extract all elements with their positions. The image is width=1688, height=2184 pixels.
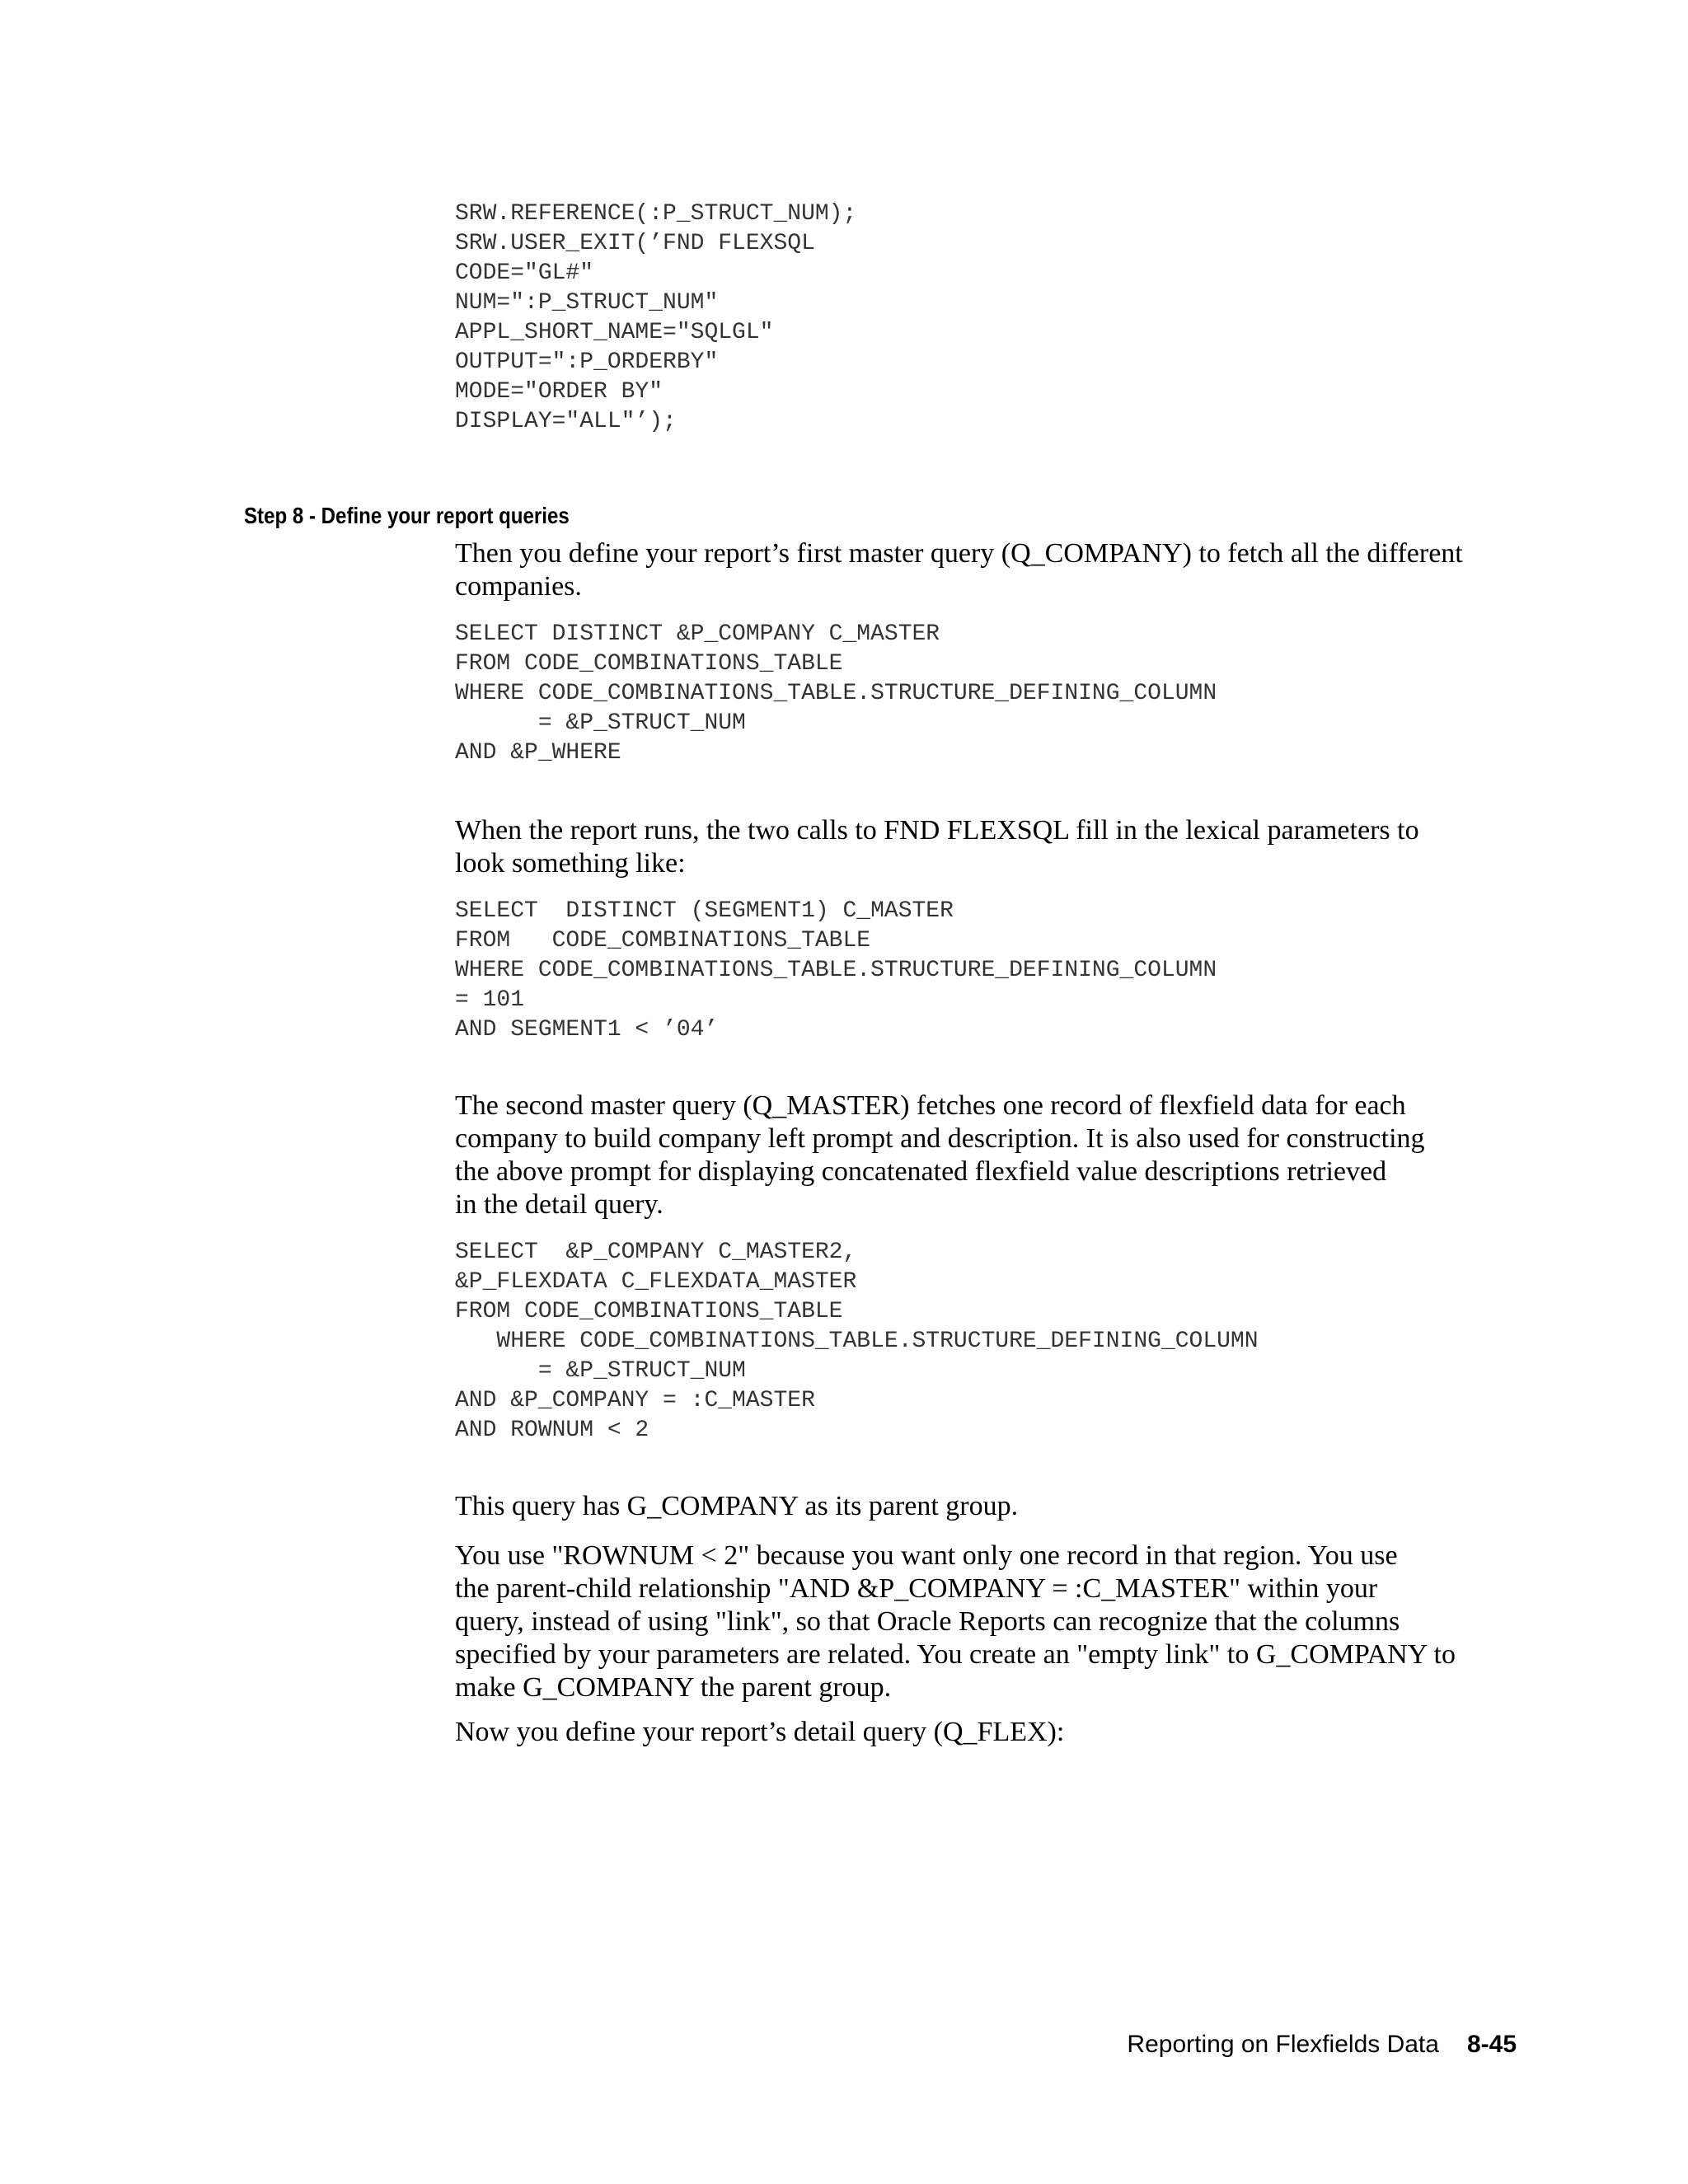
code-block-resolved-query: SELECT DISTINCT (SEGMENT1) C_MASTER FROM CODE_COMBINATIONS_TABLE WHERE CODE_COMBINATIONS_TABLE.STRUCTURE_DEFINING_COLUMN = 101 AND SEGMENT1 < ’04’ bbox=[455, 898, 1217, 1043]
footer-section-title: Reporting on Flexfields Data bbox=[1127, 2031, 1439, 2058]
paragraph-detail-query bbox=[455, 1716, 1526, 1749]
text-line: Then you define your report’s first master query (Q_COMPANY) to fetch all the different bbox=[455, 538, 1463, 569]
text-line: Now you define your report’s detail query (Q_FLEX): bbox=[455, 1717, 1065, 1747]
text-line: the parent-child relationship "AND &P_COMPANY = :C_MASTER" within your bbox=[455, 1573, 1378, 1604]
paragraph-parent-group bbox=[455, 1490, 1526, 1523]
text-line: query, instead of using "link", so that Oracle Reports can recognize that the columns bbox=[455, 1606, 1400, 1637]
text-line: The second master query (Q_MASTER) fetches one record of flexfield data for each bbox=[455, 1090, 1406, 1121]
paragraph-second-master-query bbox=[455, 1090, 1526, 1221]
page-footer bbox=[1127, 2030, 1517, 2060]
code-block-q-company: SELECT DISTINCT &P_COMPANY C_MASTER FROM CODE_COMBINATIONS_TABLE WHERE CODE_COMBINATIONS_TABLE.STRUCTURE_DEFINING_COLUMN = &P_STRUCT_NUM AND &P_WHERE bbox=[455, 621, 1217, 766]
text-line: make G_COMPANY the parent group. bbox=[455, 1672, 892, 1703]
code-block-order-by: SRW.REFERENCE(:P_STRUCT_NUM); SRW.USER_EXIT(’FND FLEXSQL CODE="GL#" NUM=":P_STRUCT_NUM" APPL_SHORT_NAME="SQLGL" OUTPUT=":P_ORDERBY" MODE="ORDER BY" DISPLAY="ALL"’); bbox=[455, 201, 857, 434]
text-line: companies. bbox=[455, 571, 582, 602]
text-line: This query has G_COMPANY as its parent group. bbox=[455, 1491, 1019, 1521]
text-line: You use "ROWNUM < 2" because you want only one record in that region. You use bbox=[455, 1540, 1398, 1571]
text-line: company to build company left prompt and description. It is also used for constructing bbox=[455, 1123, 1425, 1154]
text-line: the above prompt for displaying concatenated flexfield value descriptions retrieved bbox=[455, 1156, 1387, 1187]
step-8-heading: Step 8 - Define your report queries bbox=[244, 503, 570, 528]
text-line: in the detail query. bbox=[455, 1189, 663, 1220]
code-block-q-master: SELECT &P_COMPANY C_MASTER2, &P_FLEXDATA C_FLEXDATA_MASTER FROM CODE_COMBINATIONS_TABLE WHERE CODE_COMBINATIONS_TABLE.STRUCTURE_DEFINING_COLUMN = &P_STRUCT_NUM AND &P_COMPANY = :C_MASTER AND ROWNUM < 2 bbox=[455, 1240, 1259, 1443]
text-line: When the report runs, the two calls to FND FLEXSQL fill in the lexical parameters to bbox=[455, 815, 1419, 846]
page-number: 8-45 bbox=[1466, 2031, 1517, 2058]
text-line: look something like: bbox=[455, 848, 686, 879]
paragraph-first-master-query bbox=[455, 537, 1526, 603]
paragraph-rownum-explanation bbox=[455, 1540, 1526, 1704]
text-line: specified by your parameters are related. You create an "empty link" to G_COMPANY to bbox=[455, 1639, 1456, 1670]
paragraph-lexical-parameters bbox=[455, 814, 1526, 880]
